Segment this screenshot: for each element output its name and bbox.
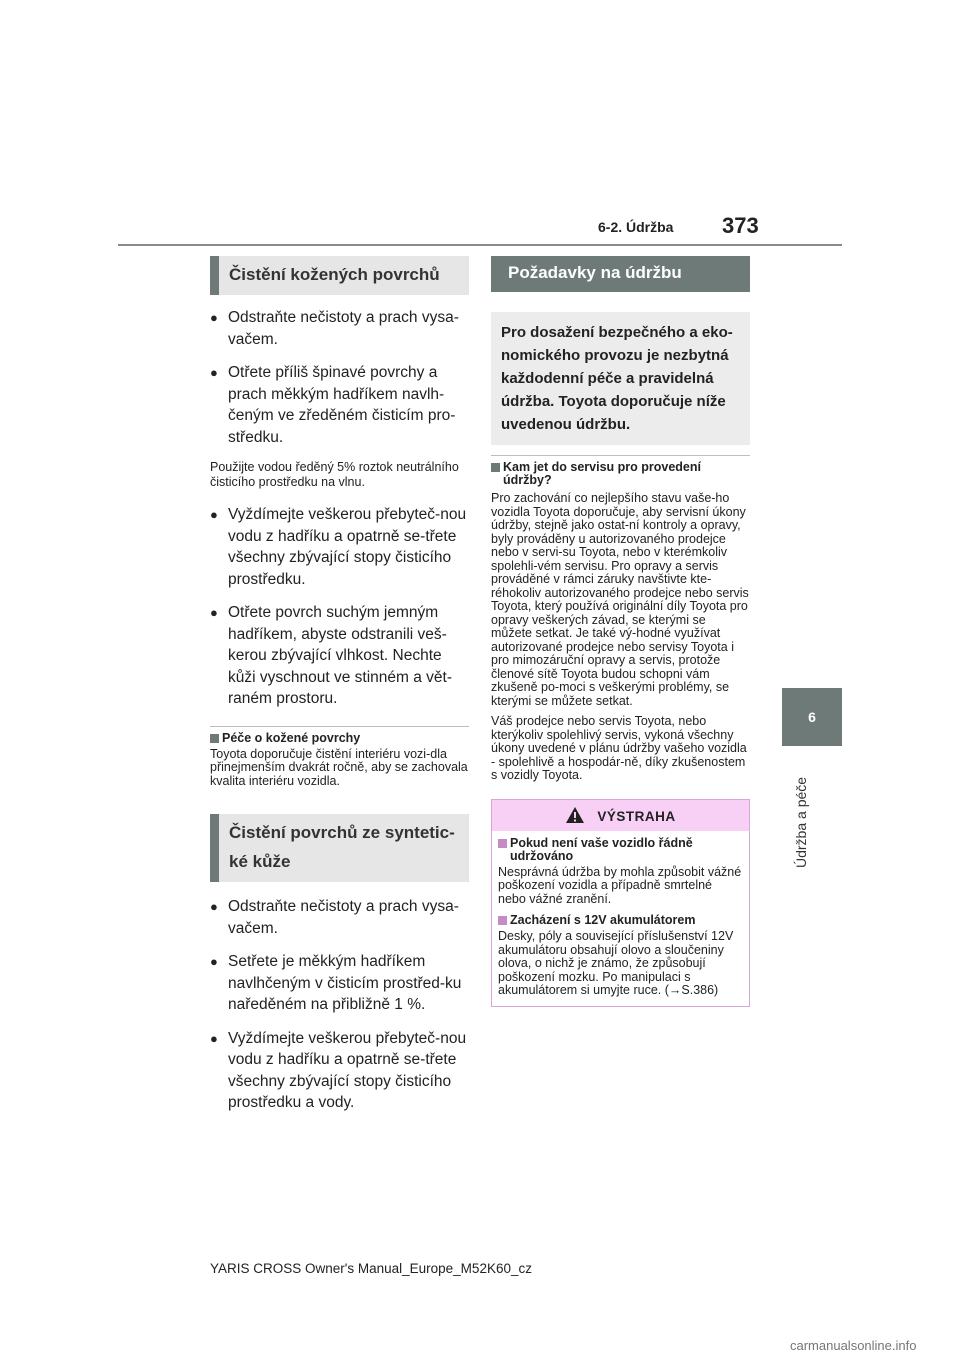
synthetic-cleaning-heading: Čistění povrchů ze syntetic-ké kůže	[210, 814, 469, 882]
service-heading	[491, 461, 750, 487]
list-item: ● Odstraňte nečistoty a prach vysa-vačem.	[210, 307, 469, 350]
warning-body	[492, 831, 749, 1006]
warning-item-text: Desky, póly a související příslušenství 12V akumulátoru obsahují olovo a sloučeniny olova, o nichž je známo, že způsobují poškození mozku. Po manipulaci s akumulátorem si umyjte ruce. (→S.386)	[498, 929, 734, 997]
square-bullet-icon	[498, 916, 507, 925]
page-number: 373	[722, 213, 759, 238]
warning-item-heading-text: Zacházení s 12V akumulátorem	[510, 913, 696, 927]
warning-triangle-icon	[565, 806, 585, 824]
warning-item-text: Nesprávná údržba by mohla způsobit vážné poškození vozidla a případně smrtelné nebo vážné zranění.	[498, 864, 742, 906]
list-item: ● Otřete povrch suchým jemným hadříkem, abyste odstranili veš-kerou zbývající vlhkost. Nechte kůži vyschnout ve stinném a vět-raném prostoru.	[210, 602, 469, 710]
leather-care-text: Toyota doporučuje čistění interiéru vozi-dla přinejmenším dvakrát ročně, aby se zachovala kvalita interiéru vozidla.	[210, 746, 468, 788]
chapter-tab[interactable]: 6	[782, 688, 842, 746]
warning-item-heading-text: Pokud není vaše vozidlo řádně udržováno	[510, 835, 693, 863]
leather-steps	[210, 307, 469, 448]
service-heading-text: Kam jet do servisu pro provedení údržby?	[503, 460, 701, 487]
watermark[interactable]: carmanualsonline.info	[790, 1338, 917, 1353]
warning-box	[491, 799, 750, 1007]
service-text-2: Váš prodejce nebo servis Toyota, nebo kterýkoliv spolehlivý servis, vykoná všechny úkony uvedené v plánu údržby vašeho vozidla - spolehlivě a hospodár-ně, díky zkušenostem s vozidly Toyota.	[491, 714, 747, 782]
square-bullet-icon	[210, 734, 219, 743]
leather-care-heading-text: Péče o kožené povrchy	[222, 730, 361, 745]
right-column	[491, 256, 750, 1007]
leather-note: Použijte vodou ředěný 5% roztok neutrálního čisticího prostředku na vlnu.	[210, 460, 459, 489]
list-item: ● Otřete příliš špinavé povrchy a prach měkkým hadříkem navlh-čeným ve zředěném čisticím pro-středku.	[210, 362, 469, 448]
chapter-title: Údržba a péče	[793, 776, 809, 868]
leather-care-heading	[210, 732, 469, 745]
square-bullet-icon	[498, 839, 507, 848]
header-divider	[118, 244, 842, 246]
synthetic-steps	[210, 896, 469, 1114]
list-item: ● Vyždímejte veškerou přebyteč-nou vodu z hadříku a opatrně se-třete všechny zbývající stopy čisticího prostředku a vody.	[210, 1028, 469, 1114]
list-item: ● Odstraňte nečistoty a prach vysa-vačem.	[210, 896, 469, 939]
warning-item-heading	[498, 837, 743, 863]
section-title: 6-2. Údržba	[598, 219, 674, 235]
maintenance-requirements-heading: Požadavky na údržbu	[491, 256, 750, 292]
maintenance-intro-box: Pro dosažení bezpečného a eko-nomického provozu je nezbytná každodenní péče a pravidelná údržba. Toyota doporučuje níže uvedenou údržbu.	[491, 312, 750, 445]
warning-label: VÝSTRAHA	[597, 808, 676, 824]
footer-manual-id: YARIS CROSS Owner's Manual_Europe_M52K60_cz	[210, 1261, 532, 1276]
divider	[491, 455, 750, 456]
divider	[210, 726, 469, 727]
leather-steps-continued	[210, 504, 469, 710]
warning-header	[492, 800, 749, 831]
service-text: Pro zachování co nejlepšího stavu vaše-ho vozidla Toyota doporučuje, aby servisní úkony údržby, stejně jako ostat-ní kontroly a opravy, byly prováděny u autorizovaného prodejce nebo v servi-su Toyota, nebo v kterémkoliv spolehli-vém servisu. Pro opravy a servis prováděné v rámci záruky navštivte kte-réhokoliv autorizovaného prodejce nebo servis Toyota, který používá originální díly Toyota pro opravy veškerých závad, se kterými se můžete setkat. Je také vý-hodné využívat autorizované prodejce nebo servisy Toyota i pro mimozáruční opravy a servis, protože členové sítě Toyota budou schopni vám zkušeně po-moci s veškerými problémy, se kterými se můžete setkat.	[491, 491, 749, 708]
leather-cleaning-heading: Čistění kožených povrchů	[210, 256, 469, 295]
list-item: ● Setřete je měkkým hadříkem navlhčeným v čisticím prostřed-ku naředěném na přibližně 1 %.	[210, 951, 469, 1016]
warning-item-heading	[498, 914, 743, 927]
list-item: ● Vyždímejte veškerou přebyteč-nou vodu z hadříku a opatrně se-třete všechny zbývající stopy čisticího prostředku.	[210, 504, 469, 590]
left-column	[210, 256, 469, 1126]
square-bullet-icon	[491, 463, 500, 472]
